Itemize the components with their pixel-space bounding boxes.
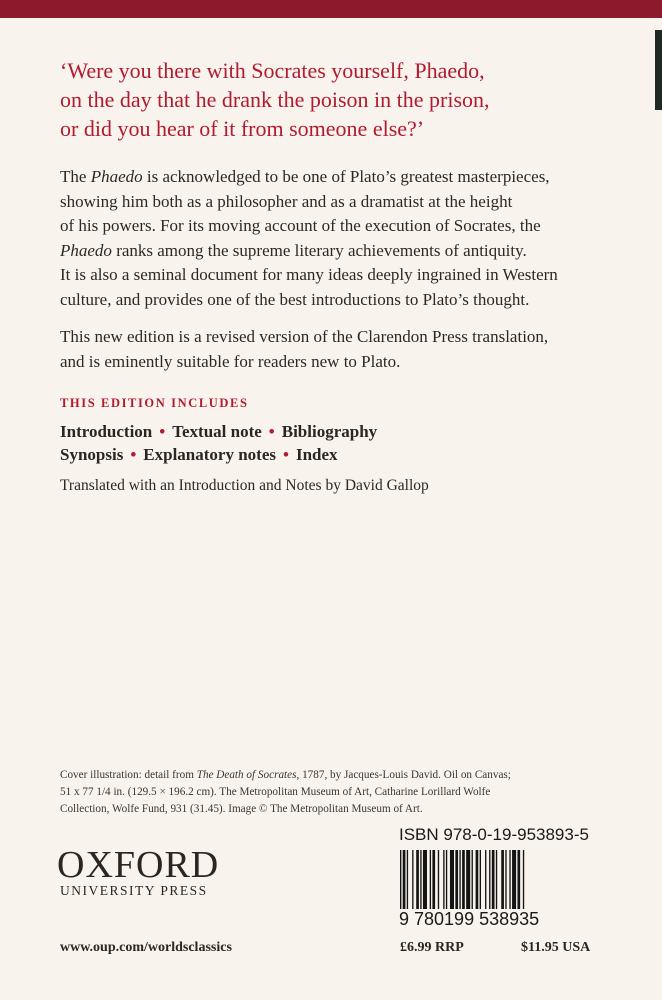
edition-includes-heading: THIS EDITION INCLUDES — [60, 396, 249, 410]
text-run: is acknowledged to be one of Plato’s greatest masterpieces, — [142, 167, 550, 186]
quote-line: ‘Were you there with Socrates yourself, Phaedo, — [60, 58, 485, 83]
artwork-title: The Death of Socrates — [196, 769, 297, 781]
paragraph-line — [60, 165, 640, 190]
includes-item: Explanatory notes — [143, 445, 276, 464]
bullet: • — [130, 445, 137, 464]
quote-line: or did you hear of it from someone else?’ — [60, 116, 425, 141]
barcode-digits: 9 780199 538935 — [399, 909, 540, 929]
translator-credit: Translated with an Introduction and Notes by David Gallop — [60, 477, 429, 494]
opening-quote — [60, 56, 640, 143]
includes-item: Index — [295, 445, 338, 464]
paragraph-line: of his powers. For its moving account of the execution of Socrates, the — [60, 216, 541, 235]
includes-row — [60, 443, 377, 466]
text-run: , 1787, by Jacques-Louis David. Oil on Canvas; — [296, 769, 511, 781]
includes-item: Bibliography — [281, 422, 378, 441]
publisher-subtitle: UNIVERSITY PRESS — [60, 883, 208, 898]
paragraph-line: showing him both as a philosopher and as a dramatist at the height — [60, 191, 513, 211]
cover-illustration-credit — [60, 767, 620, 818]
paragraph-line — [60, 239, 640, 264]
spine-edge — [655, 30, 662, 110]
text-run: Cover illustration: detail from — [60, 769, 197, 781]
price-gbp: £6.99 RRP — [400, 940, 464, 955]
bullet: • — [268, 422, 275, 441]
top-color-band — [0, 0, 662, 18]
paragraph-line: This new edition is a revised version of the Clarendon Press translation, — [60, 327, 549, 346]
edition-includes-list — [60, 420, 377, 466]
paragraph-line: culture, and provides one of the best introductions to Plato’s thought. — [60, 289, 530, 309]
bullet: • — [283, 445, 289, 464]
isbn-label: ISBN 978-0-19-953893-5 — [399, 825, 589, 844]
credit-line — [60, 767, 620, 784]
includes-item: Textual note — [172, 422, 262, 441]
oxford-logo: OXFORD — [57, 844, 220, 886]
book-title: Phaedo — [60, 240, 112, 260]
description-paragraph-1 — [60, 165, 640, 312]
description-paragraph-2 — [60, 325, 640, 374]
paragraph-line: It is also a seminal document for many ideas deeply ingrained in Western — [60, 265, 558, 284]
credit-line: 51 x 77 1/4 in. (129.5 × 196.2 cm). The Metropolitan Museum of Art, Catharine Lorillard Wolfe — [60, 786, 491, 798]
publisher-website: www.oup.com/worldsclassics — [60, 940, 232, 955]
bullet: • — [159, 422, 166, 441]
includes-item: Synopsis — [60, 445, 124, 464]
credit-line: Collection, Wolfe Fund, 931 (31.45). Image © The Metropolitan Museum of Art. — [60, 803, 423, 815]
text-run: The — [60, 167, 91, 186]
text-run: ranks among the supreme literary achievements of antiquity. — [111, 240, 527, 260]
book-title: Phaedo — [90, 167, 143, 186]
quote-line: on the day that he drank the poison in the prison, — [60, 87, 490, 112]
price-usd: $11.95 USA — [521, 940, 591, 955]
includes-row — [60, 420, 377, 443]
includes-item: Introduction — [60, 422, 153, 441]
paragraph-line: and is eminently suitable for readers new to Plato. — [60, 351, 401, 371]
